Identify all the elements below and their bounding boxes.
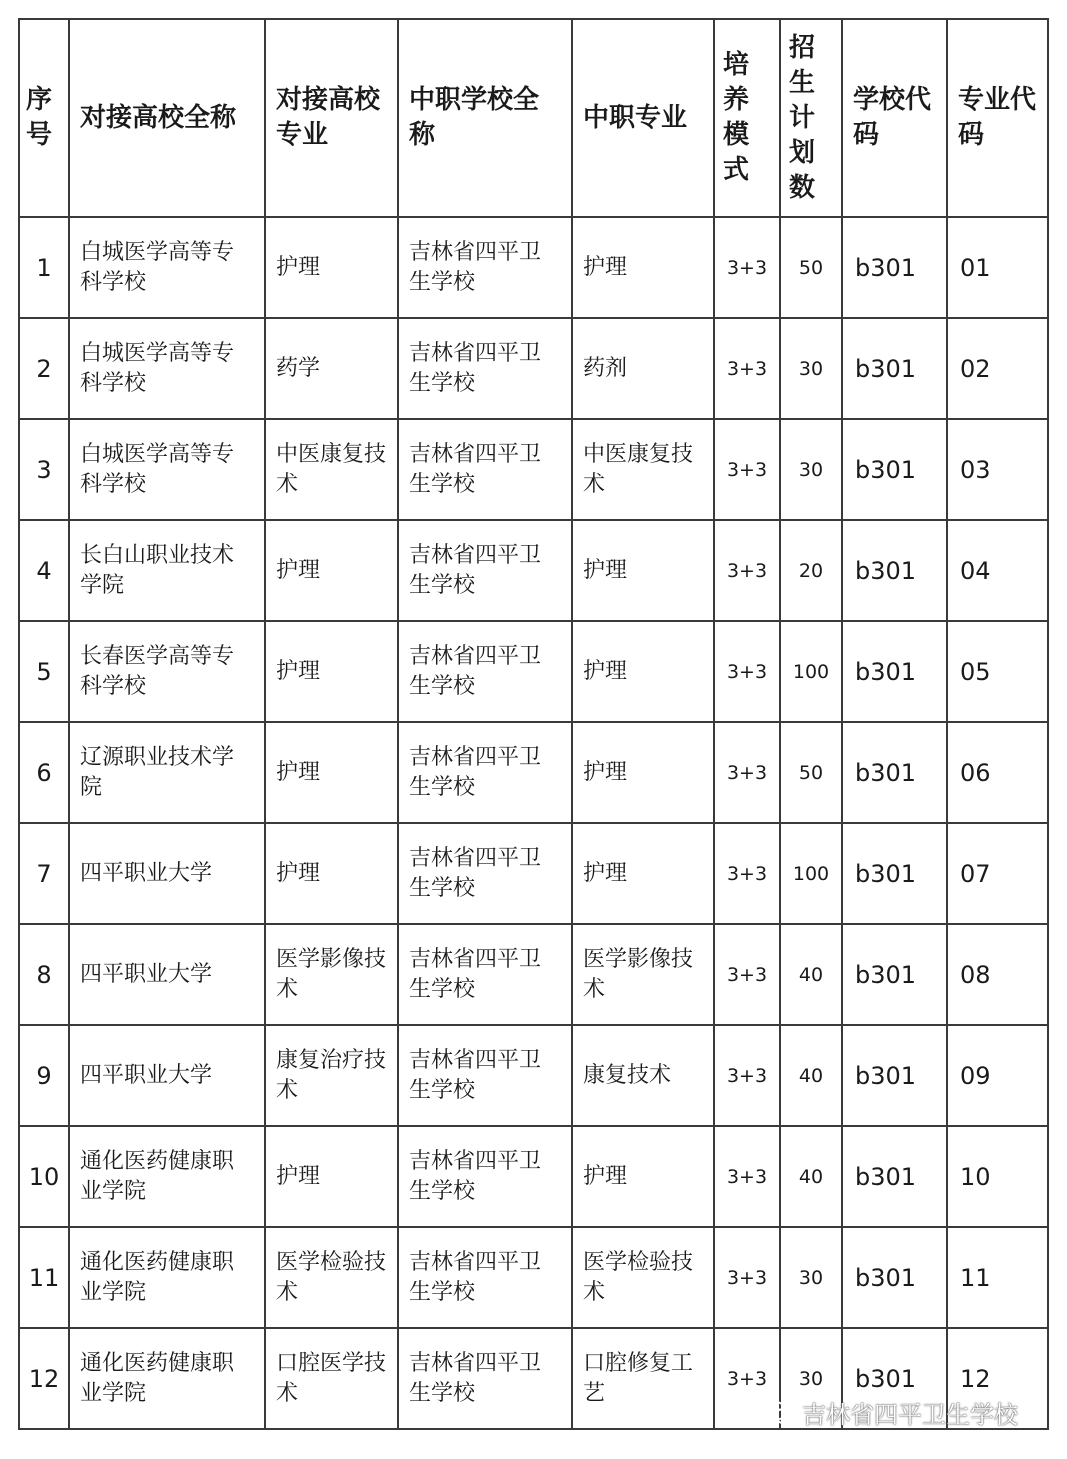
cell-partner-college: 长白山职业技术学院 <box>69 520 265 621</box>
cell-vocational-school: 吉林省四平卫生学校 <box>398 1328 572 1429</box>
cell-school-code: b301 <box>842 722 947 823</box>
cell-mode: 3+3 <box>714 419 780 520</box>
table-row <box>19 924 1048 1025</box>
cell-vocational-major: 医学检验技术 <box>572 1227 714 1328</box>
cell-plan: 40 <box>780 1126 842 1227</box>
cell-plan: 40 <box>780 1025 842 1126</box>
cell-vocational-major: 护理 <box>572 722 714 823</box>
header-college-major: 对接高校专业 <box>265 19 398 217</box>
cell-major-code: 06 <box>947 722 1048 823</box>
header-major-code: 专业代码 <box>947 19 1048 217</box>
table-row <box>19 217 1048 318</box>
cell-plan: 30 <box>780 318 842 419</box>
table-row <box>19 419 1048 520</box>
cell-major-code: 01 <box>947 217 1048 318</box>
cell-major-code: 12 <box>947 1328 1048 1429</box>
cell-partner-college: 白城医学高等专科学校 <box>69 217 265 318</box>
cell-mode: 3+3 <box>714 823 780 924</box>
cell-mode: 3+3 <box>714 621 780 722</box>
cell-plan: 100 <box>780 621 842 722</box>
cell-vocational-school: 吉林省四平卫生学校 <box>398 520 572 621</box>
cell-school-code: b301 <box>842 823 947 924</box>
cell-school-code: b301 <box>842 520 947 621</box>
header-school-code: 学校代码 <box>842 19 947 217</box>
cell-major-code: 10 <box>947 1126 1048 1227</box>
cell-no: 10 <box>19 1126 69 1227</box>
cell-major-code: 04 <box>947 520 1048 621</box>
cell-college-major: 医学影像技术 <box>265 924 398 1025</box>
table-row <box>19 318 1048 419</box>
header-vocational-school: 中职学校全称 <box>398 19 572 217</box>
cell-vocational-school: 吉林省四平卫生学校 <box>398 419 572 520</box>
table-body <box>19 217 1048 1429</box>
cell-mode: 3+3 <box>714 924 780 1025</box>
cell-vocational-school: 吉林省四平卫生学校 <box>398 621 572 722</box>
cell-vocational-major: 护理 <box>572 621 714 722</box>
cell-vocational-major: 护理 <box>572 217 714 318</box>
cell-school-code: b301 <box>842 924 947 1025</box>
cell-vocational-school: 吉林省四平卫生学校 <box>398 823 572 924</box>
cell-school-code: b301 <box>842 1025 947 1126</box>
cell-vocational-school: 吉林省四平卫生学校 <box>398 1227 572 1328</box>
header-mode: 培养模式 <box>714 19 780 217</box>
cell-vocational-school: 吉林省四平卫生学校 <box>398 318 572 419</box>
source-watermark <box>762 1395 1018 1430</box>
cell-mode: 3+3 <box>714 1126 780 1227</box>
cell-vocational-major: 护理 <box>572 520 714 621</box>
cell-mode: 3+3 <box>714 217 780 318</box>
cell-college-major: 护理 <box>265 722 398 823</box>
cell-partner-college: 辽源职业技术学院 <box>69 722 265 823</box>
cell-plan: 50 <box>780 722 842 823</box>
cell-vocational-school: 吉林省四平卫生学校 <box>398 722 572 823</box>
cell-college-major: 护理 <box>265 217 398 318</box>
cell-school-code: b301 <box>842 217 947 318</box>
cell-partner-college: 通化医药健康职业学院 <box>69 1126 265 1227</box>
table-row <box>19 1025 1048 1126</box>
cell-school-code: b301 <box>842 1126 947 1227</box>
cell-major-code: 08 <box>947 924 1048 1025</box>
cell-plan: 30 <box>780 419 842 520</box>
cell-plan: 20 <box>780 520 842 621</box>
cell-no: 4 <box>19 520 69 621</box>
cell-no: 5 <box>19 621 69 722</box>
cell-partner-college: 白城医学高等专科学校 <box>69 318 265 419</box>
cell-mode: 3+3 <box>714 1227 780 1328</box>
cell-school-code: b301 <box>842 1227 947 1328</box>
header-no: 序号 <box>19 19 69 217</box>
table-row <box>19 520 1048 621</box>
cell-partner-college: 长春医学高等专科学校 <box>69 621 265 722</box>
cell-no: 11 <box>19 1227 69 1328</box>
table-row <box>19 823 1048 924</box>
header-plan: 招生计划数 <box>780 19 842 217</box>
cell-vocational-school: 吉林省四平卫生学校 <box>398 924 572 1025</box>
cell-mode: 3+3 <box>714 520 780 621</box>
cell-partner-college: 通化医药健康职业学院 <box>69 1328 265 1429</box>
cell-vocational-school: 吉林省四平卫生学校 <box>398 217 572 318</box>
watermark-text: 吉林省四平卫生学校 <box>802 1401 1018 1429</box>
cell-college-major: 护理 <box>265 621 398 722</box>
cell-mode: 3+3 <box>714 722 780 823</box>
header-partner-college: 对接高校全称 <box>69 19 265 217</box>
cell-major-code: 11 <box>947 1227 1048 1328</box>
cell-school-code: b301 <box>842 1328 947 1429</box>
cell-partner-college: 四平职业大学 <box>69 823 265 924</box>
cell-no: 6 <box>19 722 69 823</box>
cell-no: 2 <box>19 318 69 419</box>
cell-no: 1 <box>19 217 69 318</box>
cell-plan: 30 <box>780 1328 842 1429</box>
cell-no: 9 <box>19 1025 69 1126</box>
cell-vocational-major: 护理 <box>572 1126 714 1227</box>
table-row <box>19 722 1048 823</box>
cell-school-code: b301 <box>842 318 947 419</box>
cell-vocational-school: 吉林省四平卫生学校 <box>398 1126 572 1227</box>
cell-partner-college: 四平职业大学 <box>69 1025 265 1126</box>
cell-vocational-major: 中医康复技术 <box>572 419 714 520</box>
cell-partner-college: 通化医药健康职业学院 <box>69 1227 265 1328</box>
table-row <box>19 1227 1048 1328</box>
cell-plan: 30 <box>780 1227 842 1328</box>
cell-college-major: 口腔医学技术 <box>265 1328 398 1429</box>
cell-plan: 100 <box>780 823 842 924</box>
cell-vocational-major: 护理 <box>572 823 714 924</box>
cell-vocational-major: 药剂 <box>572 318 714 419</box>
table-row <box>19 621 1048 722</box>
cell-partner-college: 白城医学高等专科学校 <box>69 419 265 520</box>
cell-major-code: 09 <box>947 1025 1048 1126</box>
cell-college-major: 医学检验技术 <box>265 1227 398 1328</box>
table-header-row <box>19 19 1048 217</box>
cell-college-major: 康复治疗技术 <box>265 1025 398 1126</box>
cell-college-major: 护理 <box>265 520 398 621</box>
cell-school-code: b301 <box>842 419 947 520</box>
cell-school-code: b301 <box>842 621 947 722</box>
wechat-icon <box>762 1400 796 1426</box>
cell-college-major: 护理 <box>265 1126 398 1227</box>
cell-no: 7 <box>19 823 69 924</box>
cell-no: 8 <box>19 924 69 1025</box>
cell-plan: 50 <box>780 217 842 318</box>
cell-plan: 40 <box>780 924 842 1025</box>
cell-vocational-major: 口腔修复工艺 <box>572 1328 714 1429</box>
cell-vocational-school: 吉林省四平卫生学校 <box>398 1025 572 1126</box>
cell-mode: 3+3 <box>714 1025 780 1126</box>
cell-major-code: 07 <box>947 823 1048 924</box>
cell-no: 12 <box>19 1328 69 1429</box>
cell-major-code: 02 <box>947 318 1048 419</box>
cell-mode: 3+3 <box>714 318 780 419</box>
cell-major-code: 03 <box>947 419 1048 520</box>
cell-no: 3 <box>19 419 69 520</box>
cell-college-major: 药学 <box>265 318 398 419</box>
cell-college-major: 中医康复技术 <box>265 419 398 520</box>
table-row <box>19 1126 1048 1227</box>
cell-partner-college: 四平职业大学 <box>69 924 265 1025</box>
cell-mode: 3+3 <box>714 1328 780 1429</box>
cell-college-major: 护理 <box>265 823 398 924</box>
enrollment-table <box>18 18 1049 1430</box>
cell-major-code: 05 <box>947 621 1048 722</box>
cell-vocational-major: 医学影像技术 <box>572 924 714 1025</box>
header-vocational-major: 中职专业 <box>572 19 714 217</box>
cell-vocational-major: 康复技术 <box>572 1025 714 1126</box>
